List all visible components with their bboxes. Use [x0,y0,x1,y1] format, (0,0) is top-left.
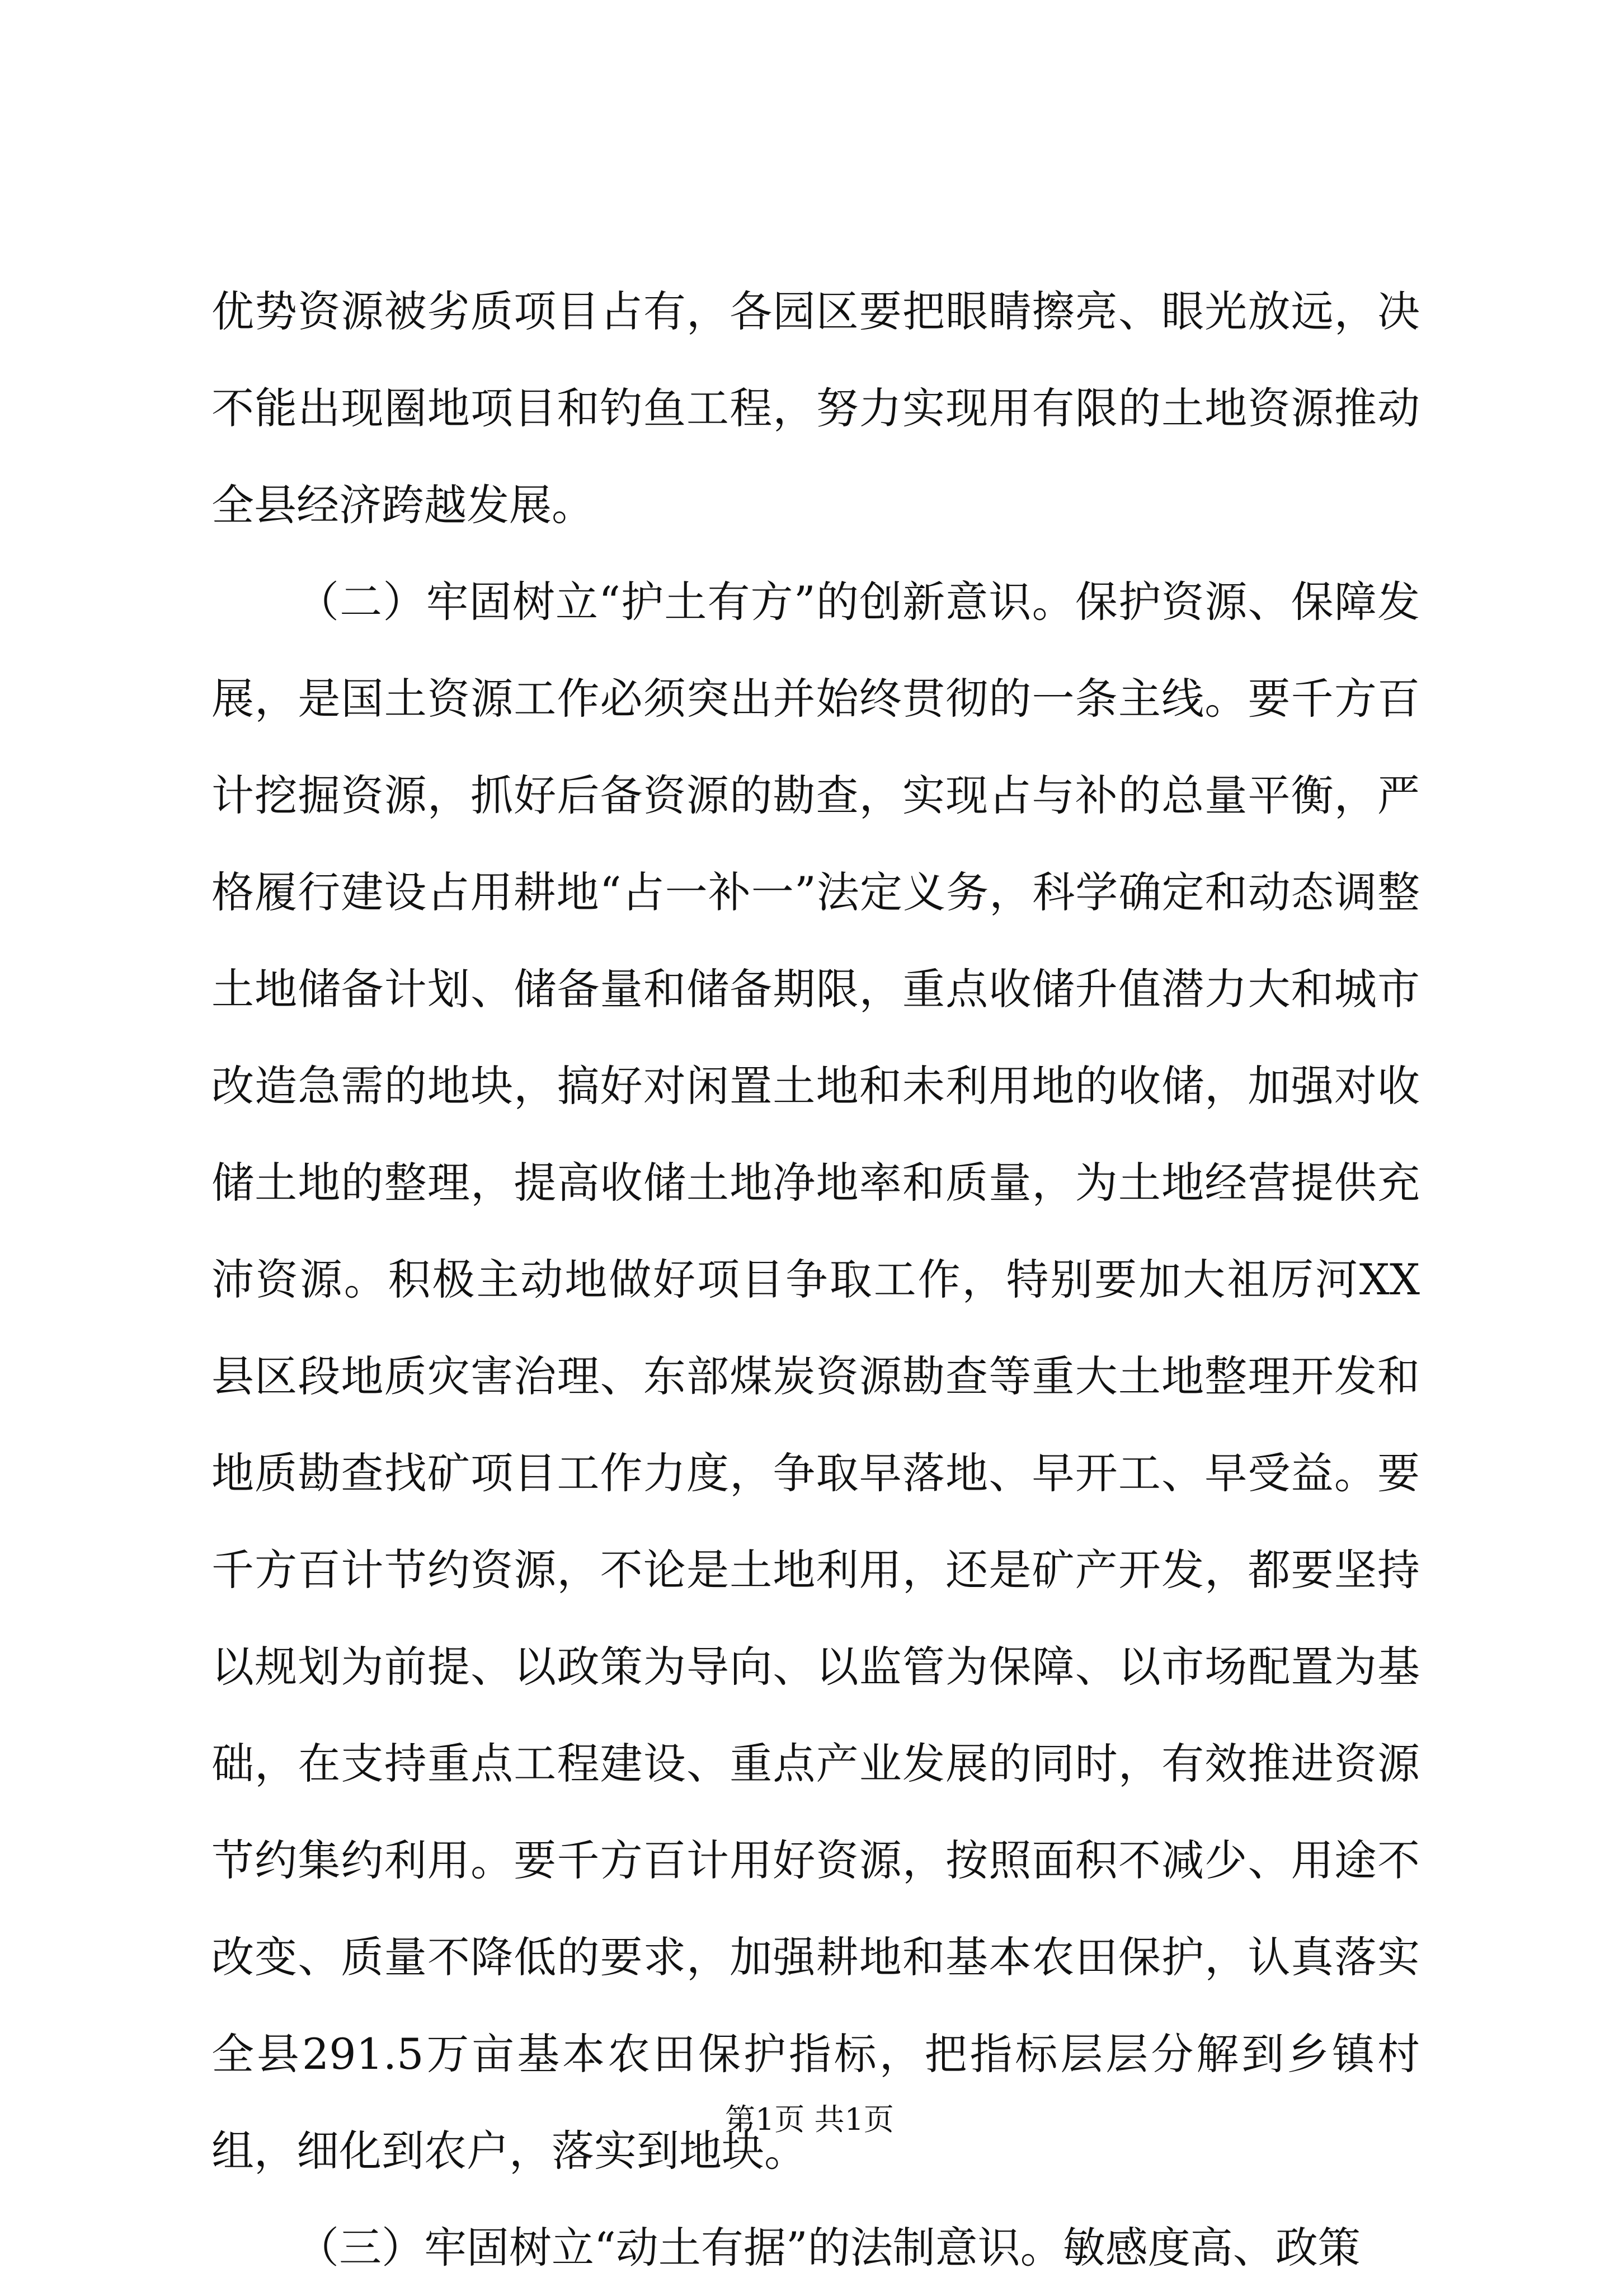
paragraph-section-three: （三）牢固树立“动土有据”的法制意识。敏感度高、政策 [296,2223,1361,2272]
document-body [211,263,1420,2296]
paragraph-section-two: （二）牢固树立“护土有方”的创新意识。保护资源、保障发展，是国土资源工作必须突出并始终贯彻的一条主线。要千方百计挖掘资源，抓好后备资源的勘查，实现占与补的总量平衡，严格履行建设占用耕地“占一补一”法定义务，科学确定和动态调整土地储备计划、储备量和储备期限，重点收储升值潜力大和城市改造急需的地块，搞好对闲置土地和未利用地的收储，加强对收储土地的整理，提高收储土地净地率和质量，为土地经营提供充沛资源。积极主动地做好项目争取工作，特别要加大祖厉河XX县区段地质灾害治理、东部煤炭资源勘查等重大土地整理开发和地质勘查找矿项目工作力度，争取早落地、早开工、早受益。要千方百计节约资源，不论是土地利用，还是矿产开发，都要坚持以规划为前提、以政策为导向、以监管为保障、以市场配置为基础，在支持重点工程建设、重点产业发展的同时，有效推进资源节约集约利用。要千方百计用好资源，按照面积不减少、用途不改变、质量不降低的要求，加强耕地和基本农田保护，认真落实全县291.5万亩基本农田保护指标，把指标层层分解到乡镇村组，细化到农户，落实到地块。 [211,577,1420,2176]
paragraph-continuation: 优势资源被劣质项目占有，各园区要把眼睛擦亮、眼光放远，决不能出现圈地项目和钓鱼工程，努力实现用有限的土地资源推动全县经济跨越发展。 [211,287,1420,530]
page-footer: 第1页 共1页 [725,2102,894,2137]
